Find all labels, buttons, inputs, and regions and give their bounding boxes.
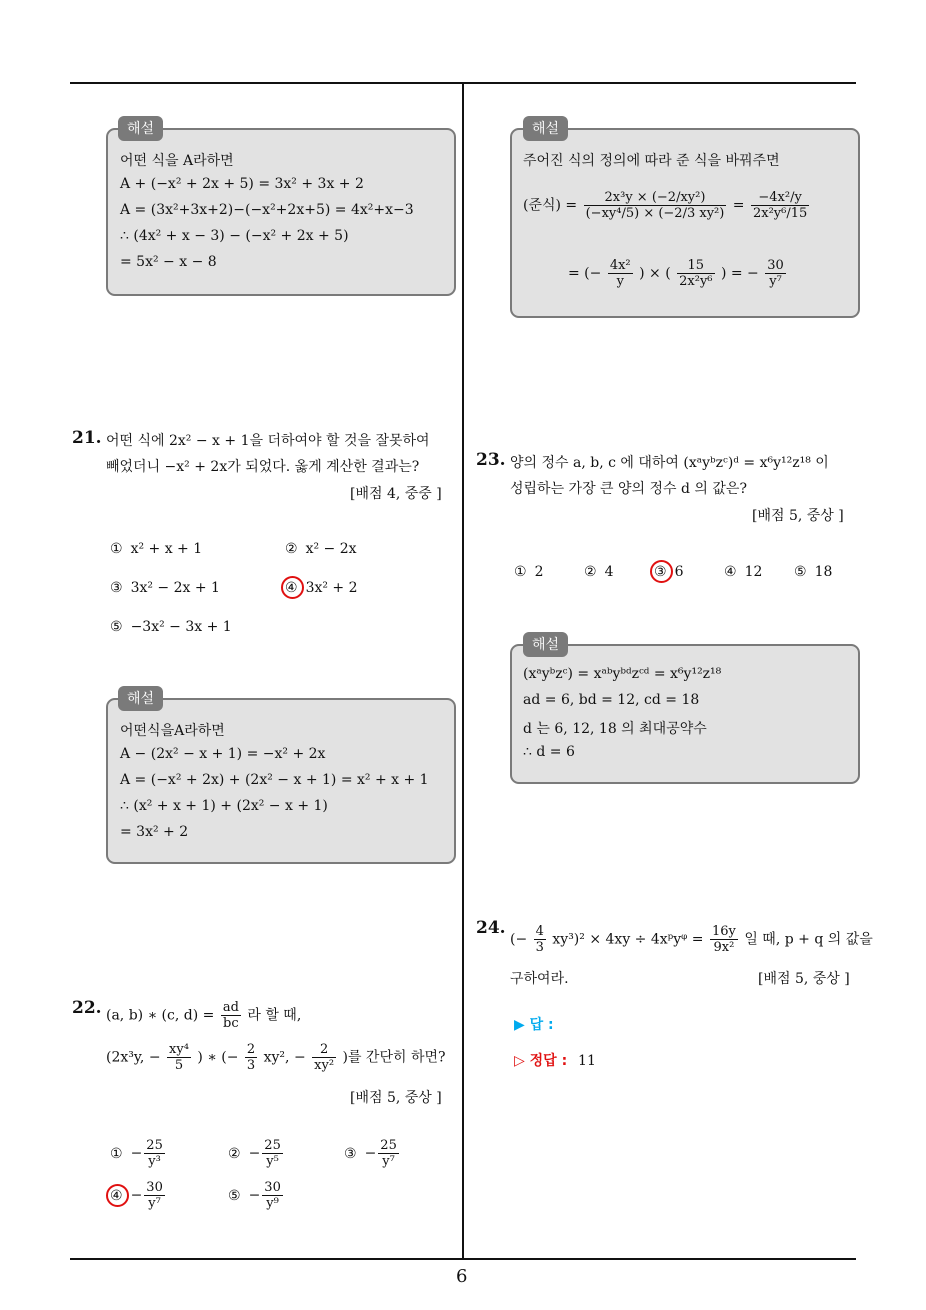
denominator: bc [223,1016,239,1031]
denominator: 5 [174,1058,184,1073]
fraction [167,1042,191,1073]
denominator: y³ [148,1154,161,1169]
expr-part: )를 간단히 하면? [342,1049,446,1066]
choice-4[interactable] [724,564,762,580]
numerator: 2 [246,1042,256,1057]
points-label: [배점 4, 중중 ] [350,486,442,502]
choice-2[interactable] [285,541,357,557]
points-label: [배점 5, 중상 ] [752,508,844,524]
choice-5[interactable] [228,1180,285,1211]
expr-part: ) ∗ (− [197,1049,239,1066]
choice-5[interactable] [794,564,832,580]
question-number: 23. [476,450,506,470]
denominator: 2x²y⁶ [679,274,713,289]
fraction [608,258,633,289]
question-expression [510,924,873,955]
numerator: 30 [264,1180,281,1195]
question-number: 22. [72,998,102,1018]
numerator: 30 [767,258,784,273]
correct-answer-value: 11 [578,1053,596,1069]
big-fraction [584,190,727,221]
expr-part: (2x³y, − [106,1049,161,1066]
points-label: [배점 5, 중상 ] [758,971,850,987]
numerator: 25 [264,1138,281,1153]
choice-num: ② [228,1145,241,1162]
solution-expression [568,258,788,289]
fraction [765,258,786,289]
choice-text: 12 [744,564,763,580]
points-label: [배점 5, 중상 ] [350,1090,442,1106]
solution-line: A + (−x² + 2x + 5) = 3x² + 3x + 2 [120,176,364,192]
expr-part: ) × ( [639,265,671,282]
solution-tag: 해설 [523,116,568,141]
bottom-rule [70,1258,856,1260]
choice-num: ② [584,564,597,580]
question-text: 양의 정수 a, b, c 에 대하여 (xᵃyᵇzᶜ)ᵈ = x⁶y¹²z¹⁸ 이 [510,455,829,471]
question-text-part: (a, b) ∗ (c, d) = [106,1007,215,1024]
choice-1[interactable] [110,541,202,557]
question-text: 성립하는 가장 큰 양의 정수 d 의 값은? [510,481,747,497]
question-number: 24. [476,918,506,938]
numerator: 2x³y × (−2/xy²) [584,190,727,206]
choice-text: x² − 2x [305,541,357,557]
choice-3[interactable] [110,580,220,596]
solution-line: 주어진 식의 정의에 따라 준 식을 바꿔주면 [523,153,780,169]
solution-tag: 해설 [523,632,568,657]
denominator: y⁷ [769,274,782,289]
choice-sign: − [248,1187,261,1204]
solution-line: ∴ d = 6 [523,744,575,760]
choice-num: ④ [724,564,737,580]
choice-num: ③ [654,564,667,580]
choice-2[interactable] [584,564,613,580]
fraction [312,1042,336,1073]
expr-part: = (− [568,265,602,282]
numerator: ad [222,1000,239,1015]
fraction [262,1180,283,1211]
denominator: y⁷ [382,1154,395,1169]
numerator: xy⁴ [169,1042,189,1057]
fraction [534,924,546,955]
answer-circle-mark [106,1184,129,1207]
page-number: 6 [456,1266,468,1287]
choice-1[interactable] [514,564,543,580]
solution-line: A − (2x² − x + 1) = −x² + 2x [120,746,326,762]
choice-sign: − [248,1145,261,1162]
numerator: 4 [535,924,544,939]
denominator: y⁹ [266,1196,279,1211]
choice-text: 18 [814,564,833,580]
solution-line: 어떤식을A라하면 [120,723,225,739]
solution-line: ∴ (x² + x + 1) + (2x² − x + 1) [120,798,328,814]
numerator: 30 [146,1180,163,1195]
choice-num: ③ [110,580,123,596]
denominator: xy² [314,1058,335,1073]
choice-num: ① [514,564,527,580]
solution-line: A = (3x²+3x+2)−(−x²+2x+5) = 4x²+x−3 [120,202,414,218]
answer-circle-mark [281,576,304,599]
solution-line: A = (−x² + 2x) + (2x² − x + 1) = x² + x + 1 [120,772,429,788]
choice-text: 2 [534,564,544,580]
question-text-part: 라 할 때, [247,1007,302,1024]
expr-part: xy², − [263,1049,306,1066]
question-text: 구하여라. [510,971,569,987]
fraction [245,1042,257,1073]
expr-part: ) = − [720,265,759,282]
fraction [144,1138,165,1169]
correct-answer-label [514,1050,596,1070]
question-text [106,1000,301,1031]
answer-input-label[interactable]: ▶ 답 : [514,1017,554,1033]
choice-sign: − [130,1145,143,1162]
choice-num: ① [110,541,123,557]
choice-sign: − [130,1187,143,1204]
solution-box-q23 [510,644,860,784]
numerator: 15 [677,258,714,274]
denominator: y [616,274,624,289]
expr-part: (준식) = [523,197,578,214]
choice-num: ④ [110,1187,123,1204]
fraction [221,1000,241,1031]
denominator: y⁵ [266,1154,279,1169]
numerator: 16y [711,924,736,939]
solution-line: (xᵃyᵇzᶜ) = xᵃᵇyᵇᵈzᶜᵈ = x⁶y¹²z¹⁸ [523,666,722,682]
denominator: 2x²y⁶/15 [752,206,808,221]
choice-num: ④ [285,580,298,596]
question-text: 빼었더니 −x² + 2x가 되었다. 옳게 계산한 결과는? [106,459,420,475]
solution-tag: 해설 [118,116,163,141]
fraction [262,1138,283,1169]
choice-text: −3x² − 3x + 1 [130,619,232,635]
numerator: 25 [380,1138,397,1153]
expr-part: 일 때, p + q 의 값을 [744,931,873,948]
numerator: 4x² [609,258,631,273]
choice-num: ⑤ [110,619,123,635]
solution-line: = 5x² − x − 8 [120,254,217,270]
expr-part: = [732,197,745,214]
choice-num: ③ [344,1145,357,1162]
expr-part: xy³)² × 4xy ÷ 4xᵖyᵠ = [552,931,704,948]
choice-sign: − [364,1145,377,1162]
solution-line: ad = 6, bd = 12, cd = 18 [523,692,700,708]
fraction [710,924,738,955]
denominator: 9x² [713,940,735,955]
choice-text: 4 [604,564,614,580]
choice-num: ② [285,541,298,557]
fraction [677,258,714,289]
choice-num: ⑤ [794,564,807,580]
solution-tag: 해설 [118,686,163,711]
choice-text: 3x² + 2 [305,580,358,596]
expr-part: (− [510,931,528,948]
solution-line: = 3x² + 2 [120,824,189,840]
fraction [144,1180,165,1211]
answer-circle-mark [650,560,673,583]
choice-num: ① [110,1145,123,1162]
choice-2[interactable] [228,1138,285,1169]
choice-text: x² + x + 1 [130,541,203,557]
solution-expression [523,190,811,221]
solution-line: d 는 6, 12, 18 의 최대공약수 [523,721,707,737]
choice-text: 3x² − 2x + 1 [130,580,220,596]
question-expression [106,1042,446,1073]
numerator: 25 [146,1138,163,1153]
solution-line: ∴ (4x² + x − 3) − (−x² + 2x + 5) [120,228,349,244]
denominator: (−xy⁴/5) × (−2/3 xy²) [585,206,725,221]
denominator: y⁷ [148,1196,161,1211]
fraction [751,190,809,221]
numerator: 2 [312,1042,336,1058]
column-divider [462,83,464,1259]
question-number: 21. [72,428,102,448]
denominator: 3 [535,940,544,955]
denominator: 3 [246,1058,256,1073]
choice-1[interactable] [110,1138,167,1169]
choice-3[interactable] [344,1138,401,1169]
choice-num: ⑤ [228,1187,241,1204]
numerator: −4x²/y [751,190,809,206]
choice-text: 6 [674,564,684,580]
solution-line: 어떤 식을 A라하면 [120,153,234,169]
correct-answer-prefix: ▷ 정답 : [514,1053,568,1069]
question-text: 어떤 식에 2x² − x + 1을 더하여야 할 것을 잘못하여 [106,433,430,449]
fraction [378,1138,399,1169]
choice-5[interactable] [110,619,232,635]
